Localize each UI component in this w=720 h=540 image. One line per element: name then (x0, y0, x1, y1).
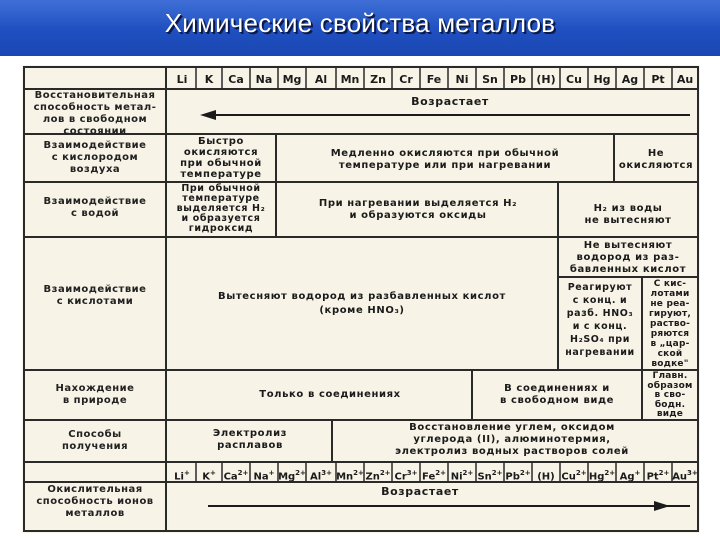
ion-symbol: Li (174, 471, 184, 483)
ion-symbol: K (202, 471, 210, 483)
ion-cell (364, 466, 392, 483)
ion-charge: 2+ (353, 469, 364, 477)
row-label-oxidizing: Окислительная способность ионов металлов (36, 484, 154, 519)
ion-charge: 2+ (491, 469, 503, 477)
oxygen-fast: Быстро окисляются при обычной температуре (180, 136, 262, 180)
row-label-oxygen: Взаимодействие с кислородом воздуха (43, 140, 147, 175)
ion-cell (250, 466, 278, 483)
ion-charge: + (268, 469, 275, 477)
metal-cell: Mg (282, 73, 302, 86)
ion-symbol: Hg (588, 471, 605, 483)
metal-cell: Na (255, 73, 273, 86)
ion-symbol: Ca (223, 471, 238, 483)
metal-cell: Sn (482, 73, 498, 86)
ion-symbol: Na (253, 471, 269, 483)
metal-cell: Zn (370, 73, 386, 86)
ion-charge: 3+ (687, 469, 698, 477)
ion-charge: 2+ (462, 469, 474, 477)
ion-charge: + (634, 469, 641, 477)
ion-charge: 2+ (519, 469, 531, 477)
ion-symbol: Mg (278, 471, 296, 483)
ion-cell (420, 466, 448, 483)
ion-symbol: Ni (450, 471, 463, 483)
metal-cell: Ca (228, 73, 244, 86)
water-normal: При обычной температуре выделяется H₂ и образуется гидроксид (176, 183, 266, 234)
metal-cell: Cr (399, 73, 413, 86)
metal-cell: Li (176, 73, 188, 86)
ion-cell (588, 466, 616, 483)
ion-cell (616, 466, 644, 483)
ion-charge: 3+ (406, 469, 418, 477)
production-electrolysis: Электролиз расплавов (212, 428, 288, 451)
metal-cell: (H) (536, 73, 556, 86)
ion-symbol: Pb (505, 471, 520, 483)
nature-compounds: Только в соединениях (259, 389, 401, 400)
metal-cell: Pt (651, 73, 665, 86)
reducing-value: Возрастает (411, 95, 489, 108)
production-reduction: Восстановление углем, оксидом углерода (II), алюминотермия, электролиз водных растворов солей (395, 422, 629, 457)
row-label-production: Способы получения (61, 429, 129, 452)
ion-cell (306, 466, 336, 483)
acids-displace: Вытесняют водород из разбавленных кислот (кроме HNO₃) (218, 291, 506, 316)
ion-symbol: Cr (394, 471, 407, 483)
ion-symbol: Ag (619, 471, 635, 483)
ion-charge: 2+ (379, 469, 391, 477)
metal-cell: Mn (340, 73, 360, 86)
water-none: H₂ из воды не вытесняют (584, 203, 672, 226)
nature-both: В соединениях и в свободном виде (499, 383, 615, 406)
acids-aqua-regia: С кис- лотами не реа- гируют, раство- ряются в „цар- ской водке" (648, 279, 692, 369)
oxygen-slow: Медленно окисляются при обычной температуре или при нагревании (330, 148, 560, 171)
metal-cell: Au (676, 73, 694, 86)
row-label-acids: Взаимодействие с кислотами (43, 284, 147, 307)
metal-cell: Al (314, 73, 328, 86)
nature-free: Главн. образом в сво- бодн. виде (647, 371, 693, 419)
metal-cell: K (204, 73, 214, 86)
ion-cell (278, 466, 306, 483)
metal-cell: Pb (510, 73, 526, 86)
ion-cell (644, 466, 672, 483)
ion-charge: 2+ (658, 469, 670, 477)
ion-symbol: Cu (561, 471, 576, 483)
metal-cell: Ag (621, 73, 639, 86)
ion-charge: 2+ (295, 469, 306, 477)
row-label-nature: Нахождение в природе (55, 383, 135, 406)
ion-cell (504, 466, 532, 483)
ion-symbol: Al (310, 471, 322, 483)
arrow-right-icon (654, 501, 670, 511)
metal-cell: Fe (426, 73, 442, 86)
ion-symbol: Pt (646, 471, 659, 483)
metal-cell: Hg (593, 73, 611, 86)
ion-cell (222, 466, 250, 483)
ion-cell (560, 466, 588, 483)
ion-symbol: Mn (336, 471, 354, 483)
ion-cell (336, 466, 364, 483)
ion-charge: + (209, 469, 216, 477)
slide-title: Химические свойства металлов (164, 8, 556, 38)
ion-cell (532, 466, 560, 483)
metal-cell: Cu (566, 73, 582, 86)
ion-symbol: Zn (365, 471, 380, 483)
ion-cell (476, 466, 504, 483)
ion-charge: + (183, 469, 190, 477)
ion-charge: 2+ (237, 469, 249, 477)
ion-symbol: Sn (477, 471, 492, 483)
ion-cell (392, 466, 420, 483)
ion-cell (448, 466, 476, 483)
ion-symbol: Fe (422, 471, 436, 483)
acids-no-displace: Не вытесняют водород из раз- бавленных кислот (569, 240, 687, 275)
ion-cell (672, 466, 698, 483)
ion-charge: 3+ (321, 469, 332, 477)
ion-charge: 2+ (435, 469, 446, 477)
row-label-water: Взаимодействие с водой (43, 196, 147, 219)
acids-react: Реагируют с конц. и разб. HNO₃ и с конц. H₂SO₄ при нагревании (565, 282, 635, 358)
ion-cell (196, 466, 222, 483)
arrow-left-icon (200, 110, 216, 120)
water-heat: При нагревании выделяется H₂ и образуются оксиды (318, 198, 518, 221)
row-label-reducing: Восстановительная способность метал- лов в свободном состоянии (33, 90, 157, 137)
metal-cell: Ni (455, 73, 469, 86)
oxygen-none: Не окисляются (618, 148, 694, 171)
ion-symbol: (H) (537, 471, 555, 483)
ion-charge: 2+ (604, 469, 616, 477)
ion-cell (168, 466, 196, 483)
ion-symbol: Au (672, 471, 688, 483)
oxidizing-value: Возрастает (381, 485, 459, 498)
ion-charge: 2+ (575, 469, 587, 477)
